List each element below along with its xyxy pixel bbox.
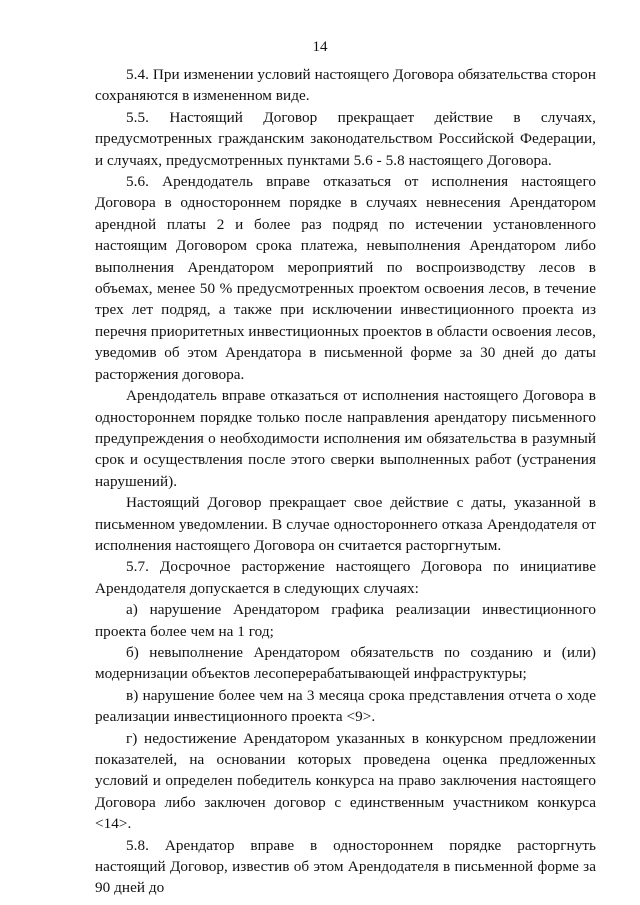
clause-5-6: 5.6. Арендодатель вправе отказаться от исполнения настоящего Договора в одностороннем порядке в случаях невнесения Арендатором арендной платы 2 и более раз подряд по истечении установленного настоящим Договором срока платежа, невыполнения Арендатором либо выполнения Арендатором мероприятий по воспроизводству лесов в объемах, менее 50 % предусмотренных проектом освоения лесов, в течение трех лет подряд, а также при исключении инвестиционного проекта из перечня приоритетных инвестиционных проектов в области освоения лесов, уведомив об этом Арендатора в письменной форме за 30 дней до даты расторжения договора.	[95, 173, 596, 383]
clause-5-7-item-a: а) нарушение Арендатором графика реализации инвестиционного проекта более чем на 1 год;	[95, 601, 596, 640]
clause-5-7: 5.7. Досрочное расторжение настоящего Договора по инициативе Арендодателя допускается в следующих случаях:	[95, 558, 596, 597]
clause-5-7-item-b: б) невыполнение Арендатором обязательств по созданию и (или) модернизации объектов лесоперерабатывающей инфраструктуры;	[95, 643, 596, 683]
clause-5-5: 5.5. Настоящий Договор прекращает действие в случаях, предусмотренных гражданским законодательством Российской Федерации, и случаях, предусмотренных пунктами 5.6 - 5.8 настоящего Договора.	[95, 108, 596, 169]
clause-5-7-item-c: в) нарушение более чем на 3 месяца срока представления отчета о ходе реализации инвестиционного проекта <9>.	[95, 686, 596, 726]
clause-5-4: 5.4. При изменении условий настоящего Договора обязательства сторон сохраняются в измененном виде.	[95, 66, 596, 105]
clause-5-6-termination-paragraph: Настоящий Договор прекращает свое действие с даты, указанной в письменном уведомлении. В случае одностороннего отказа Арендодателя от исполнения настоящего Договора он считается расторгнутым.	[95, 494, 596, 554]
clause-5-8: 5.8. Арендатор вправе в одностороннем порядке расторгнуть настоящий Договор, известив об этом Арендодателя в письменной форме за 90 дней до	[95, 836, 596, 897]
clause-5-7-item-d: г) недостижение Арендатором указанных в конкурсном предложении показателей, на основании которых проведена оценка предложенных условий и определен победитель конкурса на право заключения настоящего Договора либо заключен договор с единственным участником конкурса <14>.	[95, 729, 596, 833]
clause-5-6-notice-paragraph: Арендодатель вправе отказаться от исполнения настоящего Договора в одностороннем порядке только после направления арендатору письменного предупреждения о необходимости исполнения им обязательства в разумный срок и осуществления после этого сверки выполненных работ (устранения нарушений).	[95, 387, 596, 490]
page-number: 14	[312, 39, 328, 55]
document-body	[95, 64, 596, 899]
